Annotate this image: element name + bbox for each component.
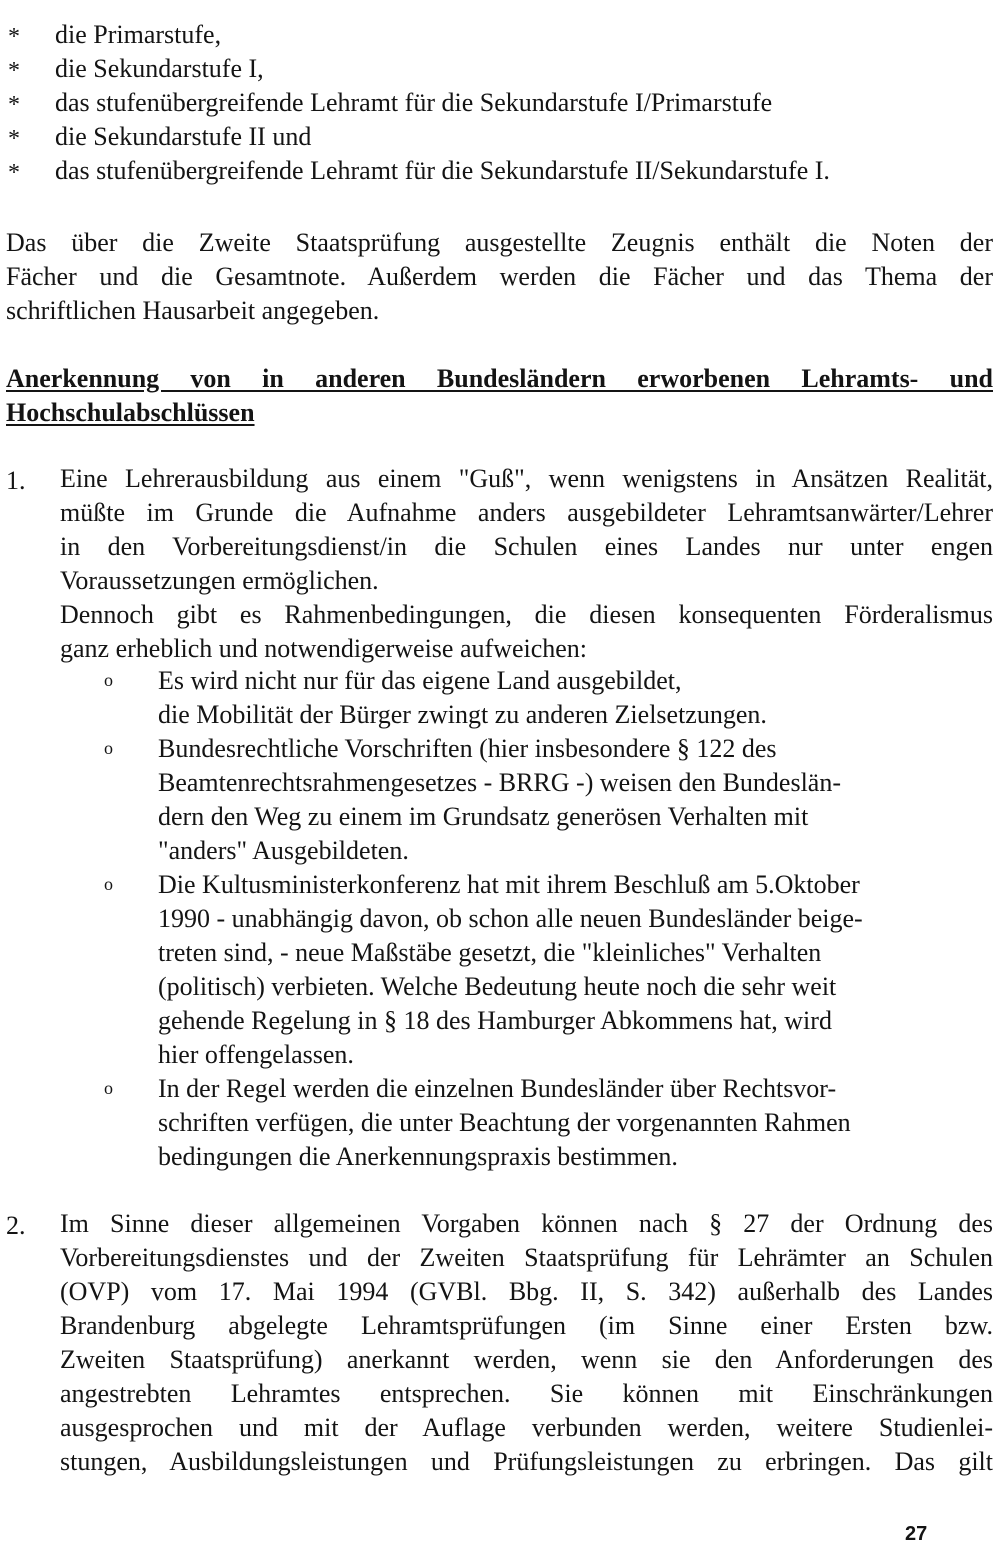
- sub-item-line: Bundesrechtliche Vorschriften (hier insbesondere § 122 des: [158, 734, 777, 763]
- sub-item-line: "anders" Ausgebildeten.: [158, 836, 409, 865]
- sub-list: [0, 668, 1000, 1178]
- sub-item-line: schriften verfügen, die unter Beachtung der vorgenannten Rahmen: [158, 1108, 851, 1137]
- top-bullet-list: [0, 22, 1000, 192]
- sub-item-line: Beamtenrechtsrahmengesetzes - BRRG -) weisen den Bundeslän-: [158, 768, 842, 797]
- list-item: [0, 124, 1000, 158]
- paragraph-line: Voraussetzungen ermöglichen.: [60, 566, 379, 595]
- paragraph-line: müßte im Grunde die Aufnahme anders ausgebildeter Lehramtsanwärter/Lehrer: [60, 498, 993, 527]
- sub-item-line: hier offengelassen.: [158, 1040, 354, 1069]
- section-heading: [6, 366, 993, 434]
- circle-bullet-marker: o: [104, 1078, 113, 1098]
- list-item: [0, 158, 1000, 192]
- item-number: 2.: [6, 1211, 26, 1240]
- sub-item-line: treten sind, - neue Maßstäbe gesetzt, die "kleinliches" Verhalten: [158, 938, 822, 967]
- paragraph-line: Eine Lehrerausbildung aus einem "Guß", wenn wenigstens in Ansätzen Realität,: [60, 464, 993, 493]
- paragraph-line: Brandenburg abgelegte Lehramtsprüfungen (im Sinne einer Ersten bzw.: [60, 1311, 993, 1340]
- bullet-marker: *: [8, 24, 20, 50]
- list-item-text: das stufenübergreifende Lehramt für die Sekundarstufe II/Sekundarstufe I.: [55, 156, 830, 185]
- paragraph-line: ausgesprochen und mit der Auflage verbunden werden, weitere Studienlei-: [60, 1413, 993, 1442]
- paragraph-certificate: [6, 230, 993, 332]
- list-item-text: das stufenübergreifende Lehramt für die Sekundarstufe I/Primarstufe: [55, 88, 773, 117]
- sub-item-line: gehende Regelung in § 18 des Hamburger Abkommens hat, wird: [158, 1006, 832, 1035]
- bullet-marker: *: [8, 160, 20, 186]
- list-item-text: die Primarstufe,: [55, 20, 222, 49]
- item-1-text: [60, 466, 993, 670]
- paragraph-line: Fächer und die Gesamtnote. Außerdem werden die Fächer und das Thema der: [6, 262, 993, 291]
- sub-item: [158, 736, 958, 872]
- sub-item-line: Die Kultusministerkonferenz hat mit ihrem Beschluß am 5.Oktober: [158, 870, 860, 899]
- paragraph-line: Zweiten Staatsprüfung) anerkannt werden, wenn sie den Anforderungen des: [60, 1345, 993, 1374]
- paragraph-line: ganz erheblich und notwendigerweise aufweichen:: [60, 634, 588, 663]
- item-2-text: [60, 1211, 993, 1483]
- sub-item-line: Es wird nicht nur für das eigene Land ausgebildet,: [158, 666, 682, 695]
- paragraph-line: Vorbereitungsdienstes und der Zweiten Staatsprüfung für Lehrämter an Schulen: [60, 1243, 993, 1272]
- circle-bullet-marker: o: [104, 670, 113, 690]
- bullet-marker: *: [8, 126, 20, 152]
- paragraph-line: Das über die Zweite Staatsprüfung ausgestellte Zeugnis enthält die Noten der: [6, 228, 993, 257]
- list-item-text: die Sekundarstufe I,: [55, 54, 264, 83]
- paragraph-line: Dennoch gibt es Rahmenbedingungen, die diesen konsequenten Förderalismus: [60, 600, 993, 629]
- paragraph-line: Im Sinne dieser allgemeinen Vorgaben können nach § 27 der Ordnung des: [60, 1209, 993, 1238]
- heading-line: Hochschulabschlüssen: [6, 398, 255, 427]
- item-number: 1.: [6, 466, 26, 495]
- list-item: [0, 90, 1000, 124]
- sub-item: [158, 1076, 958, 1178]
- bullet-marker: *: [8, 92, 20, 118]
- paragraph-line: in den Vorbereitungsdienst/in die Schulen eines Landes nur unter engen: [60, 532, 993, 561]
- sub-item-line: dern den Weg zu einem im Grundsatz generösen Verhalten mit: [158, 802, 809, 831]
- heading-line: Anerkennung von in anderen Bundesländern erworbenen Lehramts- und: [6, 364, 993, 393]
- sub-item-line: bedingungen die Anerkennungspraxis bestimmen.: [158, 1142, 678, 1171]
- paragraph-line: schriftlichen Hausarbeit angegeben.: [6, 296, 380, 325]
- circle-bullet-marker: o: [104, 738, 113, 758]
- sub-item: [158, 872, 958, 1076]
- list-item-text: die Sekundarstufe II und: [55, 122, 312, 151]
- list-item: [0, 22, 1000, 56]
- sub-item-line: (politisch) verbieten. Welche Bedeutung heute noch die sehr weit: [158, 972, 837, 1001]
- sub-item: [158, 668, 958, 736]
- page-number: 27: [905, 1523, 928, 1545]
- circle-bullet-marker: o: [104, 874, 113, 894]
- paragraph-line: (OVP) vom 17. Mai 1994 (GVBl. Bbg. II, S. 342) außerhalb des Landes: [60, 1277, 993, 1306]
- paragraph-line: angestrebten Lehramtes entsprechen. Sie können mit Einschränkungen: [60, 1379, 993, 1408]
- bullet-marker: *: [8, 58, 20, 84]
- list-item: [0, 56, 1000, 90]
- sub-item-line: In der Regel werden die einzelnen Bundesländer über Rechtsvor-: [158, 1074, 837, 1103]
- paragraph-line: stungen, Ausbildungsleistungen und Prüfungsleistungen zu erbringen. Das gilt: [60, 1447, 993, 1476]
- sub-item-line: 1990 - unabhängig davon, ob schon alle neuen Bundesländer beige-: [158, 904, 863, 933]
- sub-item-line: die Mobilität der Bürger zwingt zu anderen Zielsetzungen.: [158, 700, 767, 729]
